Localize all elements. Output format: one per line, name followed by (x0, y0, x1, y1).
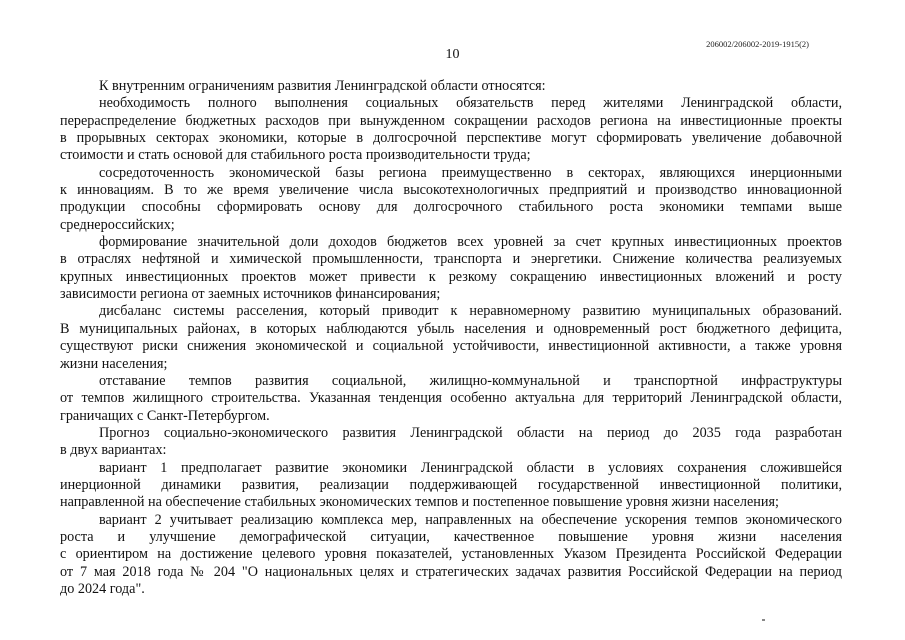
paragraph (60, 512, 842, 599)
text-line: стоимости и стать основой для стабильного роста производительности труда; (60, 147, 531, 164)
text-line: необходимость полного выполнения социальных обязательств перед жителями Ленинградской области, (99, 95, 842, 112)
page-number: 10 (445, 47, 460, 62)
document-code: 206002/206002-2019-1915(2) (706, 39, 809, 49)
text-line: формирование значительной доли доходов бюджетов всех уровней за счет крупных инвестиционных проектов (99, 234, 842, 251)
text-line: роста и улучшение демографической ситуации, качественное повышение уровня жизни населения (60, 528, 842, 545)
text-line: В муниципальных районах, в которых наблюдаются убыль населения и одновременный рост бюджетного дефицита, (60, 320, 842, 337)
text-line: существуют риски снижения экономической и социальной устойчивости, инвестиционной активности, а также уровня (60, 338, 842, 355)
text-line: к инновациям. В то же время увеличение числа высокотехнологичных предприятий и производство инновационной (60, 182, 842, 199)
text-line: жизни населения; (60, 355, 168, 372)
text-line: вариант 2 учитывает реализацию комплекса мер, направленных на обеспечение ускорения темпов экономического (99, 511, 842, 528)
text-line: до 2024 года". (60, 580, 145, 597)
text-line: направленной на обеспечение стабильных экономических темпов и постепенное повышение уровня жизни населения; (60, 494, 779, 511)
text-line: продукции способны сформировать основу для долгосрочного стабильного роста экономики темпами выше (60, 199, 842, 216)
text-line: от темпов жилищного строительства. Указанная тенденция особенно актуальна для территорий Ленинградской области, (60, 390, 842, 407)
text-line: К внутренним ограничениям развития Ленинградской области относятся: (99, 78, 546, 94)
text-line: дисбаланс системы расселения, который приводит к неравномерному развитию муниципальных образований. (99, 303, 842, 320)
paragraph (60, 165, 842, 234)
scan-speck (762, 619, 765, 621)
text-line: вариант 1 предполагает развитие экономики Ленинградской области в условиях сохранения сложившейся (99, 459, 842, 476)
text-line: перераспределение бюджетных расходов при вынужденном сокращении расходов региона на инвестиционные проекты (60, 112, 842, 129)
paragraph (60, 373, 842, 425)
paragraph (60, 303, 842, 372)
text-line: с ориентиром на достижение целевого уровня показателей, установленных Указом Президента Российской Федерации (60, 546, 842, 563)
text-line: зависимости региона от заемных источников финансирования; (60, 286, 441, 303)
text-line: от 7 мая 2018 года № 204 "О национальных целях и стратегических задачах развития Российской Федерации на период (60, 563, 842, 580)
text-line: в прорывных секторах экономики, которые в долгосрочной перспективе могут сформировать увеличение добавочной (60, 130, 842, 147)
text-line: среднероссийских; (60, 216, 175, 233)
paragraph (60, 95, 842, 164)
paragraph (60, 460, 842, 512)
paragraph (60, 234, 842, 303)
text-line: отставание темпов развития социальной, жилищно-коммунальной и транспортной инфраструктуры (99, 372, 842, 389)
text-line: граничащих с Санкт-Петербургом. (60, 407, 270, 424)
paragraph (60, 78, 842, 95)
paragraph (60, 425, 842, 460)
text-line: в двух вариантах: (60, 442, 167, 459)
document-body (60, 78, 842, 598)
text-line: в отраслях нефтяной и химической промышленности, транспорта и энергетики. Снижение количества реализуемых (60, 251, 842, 268)
text-line: сосредоточенность экономической базы региона преимущественно в секторах, являющихся инерционными (99, 164, 842, 181)
text-line: крупных инвестиционных проектов может привести к резкому сокращению инвестиционных вложений и росту (60, 268, 842, 285)
text-line: Прогноз социально-экономического развития Ленинградской области на период до 2035 года разработан (99, 424, 842, 441)
text-line: инерционной динамики развития, реализации поддерживающей государственной инвестиционной политики, (60, 476, 842, 493)
